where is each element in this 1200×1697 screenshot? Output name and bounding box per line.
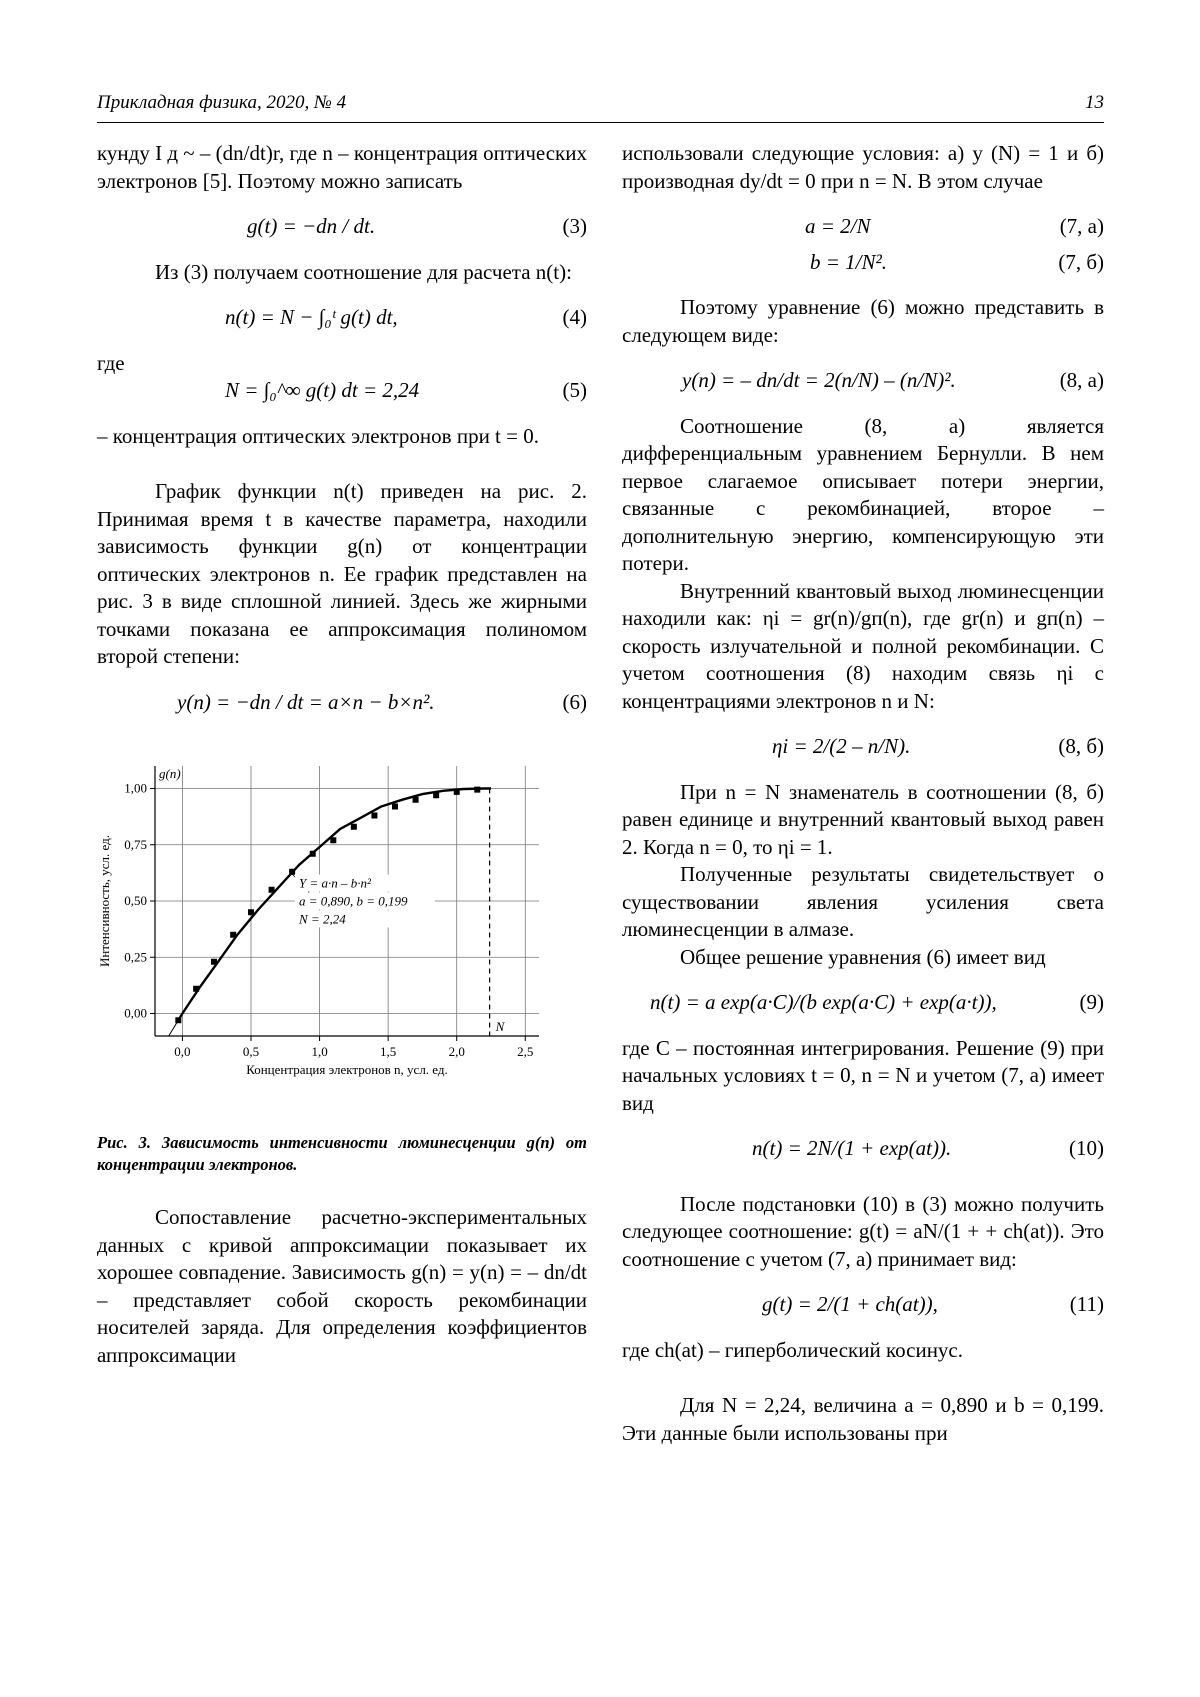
paragraph: Сопоставление расчетно-экспериментальных данных с кривой аппроксимации показывает их хорошее совпадение. Зависимость g(n) = y(n) = – dn/dt – представляет собой скорость рекомбинации носителей заряда. Для определения коэффициентов аппроксимации xyxy=(97,1205,587,1367)
equation-number: (11) xyxy=(1069,1292,1104,1316)
y-axis-top-label: g(n) xyxy=(159,766,181,781)
equation-8a xyxy=(622,367,1104,395)
paragraph: После подстановки (10) в (3) можно получить следующее соотношение: g(t) = aN/(1 + + ch(at)). Это соотношение с учетом (7, а) принимает вид: xyxy=(622,1191,1104,1271)
equation-number: (7, а) xyxy=(1059,214,1104,238)
figure-caption: Рис. 3. Зависимость интенсивности люминесценции g(n) от концентрации электронов. xyxy=(97,1133,587,1174)
equation-expr: n(t) = N − ∫₀ᵗ g(t) dt, xyxy=(225,305,398,329)
figure-3 xyxy=(97,746,587,1126)
equation-11 xyxy=(622,1291,1104,1319)
paragraph: Соотношение (8, а) является дифференциальным уравнением Бернулли. В нем первое слагаемое описывает потери энергии, связанные с рекомбинацией, второе – дополнительную энергию, компенсирующую эти потери. xyxy=(622,413,1104,575)
equation-4 xyxy=(97,304,587,332)
data-point xyxy=(413,797,419,803)
x-tick-label: 1,0 xyxy=(311,1044,328,1059)
paragraph: График функции n(t) приведен на рис. 2. Принимая время t в качестве параметра, находили зависимость функции g(n) от концентрации оптических электронов n. Ее график представлен на рис. 3 в виде сплошной линией. Здесь же жирными точками показана ее аппроксимация полиномом второй степени: xyxy=(97,479,587,668)
n-marker-label: N xyxy=(495,1019,505,1034)
journal-title: Прикладная физика, 2020, № 4 xyxy=(97,92,347,113)
equation-expr: y(n) = −dn / dt = a×n − b×n². xyxy=(177,689,435,714)
y-tick-label: 0,00 xyxy=(124,1005,147,1021)
equation-expr: y(n) = – dn/dt = 2(n/N) – (n/N)². xyxy=(682,368,956,392)
equation-9 xyxy=(622,989,1104,1017)
page-number: 13 xyxy=(1085,92,1104,113)
annotation-line: Y = a·n – b·n² xyxy=(299,875,371,891)
x-tick-label: 0,0 xyxy=(174,1044,191,1059)
data-point xyxy=(454,789,460,795)
paragraph: где xyxy=(97,350,125,375)
annotation-line: N = 2,24 xyxy=(299,911,346,927)
chart-svg xyxy=(97,746,587,1126)
equation-number: (6) xyxy=(562,689,587,714)
equation-number: (5) xyxy=(562,378,587,402)
equation-8b xyxy=(622,733,1104,761)
data-point xyxy=(269,887,275,893)
paragraph: Общее решение уравнения (6) имеет вид xyxy=(680,944,1046,969)
paragraph: Внутренний квантовый выход люминесценции находили как: ηi = gr(n)/gп(n), где gr(n) и gп(n) – скорость излучательной и полной рекомбинации. С учетом соотношения (8) находим связь ηi с концентрациями электронов n и N: xyxy=(622,578,1104,713)
data-point xyxy=(351,824,357,830)
equation-7b xyxy=(622,249,1104,277)
data-point xyxy=(211,959,217,965)
data-point xyxy=(175,1017,181,1023)
data-point xyxy=(310,851,316,857)
equation-expr: n(t) = 2N/(1 + exp(at)). xyxy=(752,1136,952,1160)
series-start-line xyxy=(169,1014,183,1037)
data-point xyxy=(248,909,254,915)
equation-10 xyxy=(622,1135,1104,1163)
equation-5 xyxy=(97,377,587,405)
y-tick-label: 0,25 xyxy=(124,949,147,965)
equation-expr: g(t) = −dn / dt. xyxy=(247,214,376,238)
equation-expr: n(t) = a exp(a·C)/(b exp(a·C) + exp(a·t)), xyxy=(650,990,997,1014)
paragraph: При n = N знаменатель в соотношении (8, б) равен единице и внутренний квантовый выход равен 2. Когда n = 0, то ηi = 1. xyxy=(622,779,1104,859)
data-point xyxy=(392,804,398,810)
paragraph: использовали следующие условия: а) y (N) = 1 и б) производная dy/dt = 0 при n = N. В этом случае xyxy=(622,141,1104,193)
paragraph: кунду I д ~ – (dn/dt)r, где n – концентрация оптических электронов [5]. Поэтому можно записать xyxy=(97,141,587,193)
paragraph: Из (3) получаем соотношение для расчета n(t): xyxy=(155,259,572,284)
equation-number: (9) xyxy=(1079,990,1104,1014)
paragraph: – концентрация оптических электронов при t = 0. xyxy=(97,423,539,448)
data-point xyxy=(433,792,439,798)
equation-3 xyxy=(97,213,587,241)
paragraph: где C – постоянная интегрирования. Решение (9) при начальных условиях t = 0, n = N и учетом (7, а) имеет вид xyxy=(622,1035,1104,1115)
x-tick-label: 0,5 xyxy=(242,1044,260,1059)
data-point xyxy=(193,986,199,992)
equation-number: (4) xyxy=(562,305,587,329)
equation-number: (7, б) xyxy=(1058,249,1104,274)
data-point xyxy=(230,932,236,938)
y-tick-label: 0,50 xyxy=(124,893,147,908)
equation-expr: g(t) = 2/(1 + ch(at)), xyxy=(762,1292,938,1316)
equation-expr: ηi = 2/(2 – n/N). xyxy=(772,734,911,758)
x-tick-label: 2,0 xyxy=(448,1044,465,1059)
data-point xyxy=(371,813,377,819)
y-tick-label: 0,75 xyxy=(124,836,147,852)
data-point xyxy=(330,837,336,843)
x-axis-label: Концентрация электронов n, усл. ед. xyxy=(246,1062,448,1077)
equation-7a xyxy=(622,213,1104,241)
equation-6 xyxy=(97,689,587,717)
equation-expr: b = 1/N². xyxy=(810,249,888,274)
equation-expr: a = 2/N xyxy=(805,214,871,238)
x-tick-label: 2,5 xyxy=(517,1044,534,1059)
paragraph: Для N = 2,24, величина a = 0,890 и b = 0,199. Эти данные были использованы при xyxy=(622,1393,1104,1445)
data-point xyxy=(474,787,480,793)
y-tick-label: 1,00 xyxy=(124,780,147,796)
paragraph: Полученные результаты свидетельствует о существовании явления усиления света люминесценции в алмазе. xyxy=(622,862,1104,941)
right-column xyxy=(622,140,1104,1447)
x-tick-label: 1,5 xyxy=(380,1044,397,1059)
y-axis-label: Интенсивность, усл. ед. xyxy=(97,835,112,967)
data-point xyxy=(289,869,295,875)
equation-number: (10) xyxy=(1069,1136,1104,1160)
equation-number: (8, а) xyxy=(1059,368,1104,392)
left-column xyxy=(97,140,587,1369)
equation-expr: N = ∫₀^∞ g(t) dt = 2,24 xyxy=(225,378,420,402)
equation-number: (8, б) xyxy=(1058,734,1104,758)
annotation-line: a = 0,890, b = 0,199 xyxy=(299,893,408,909)
paragraph: где ch(at) – гиперболический косинус. xyxy=(622,1337,964,1362)
paragraph: Поэтому уравнение (6) можно представить в следующем виде: xyxy=(622,295,1104,347)
equation-number: (3) xyxy=(562,214,587,238)
running-header xyxy=(97,92,1104,123)
